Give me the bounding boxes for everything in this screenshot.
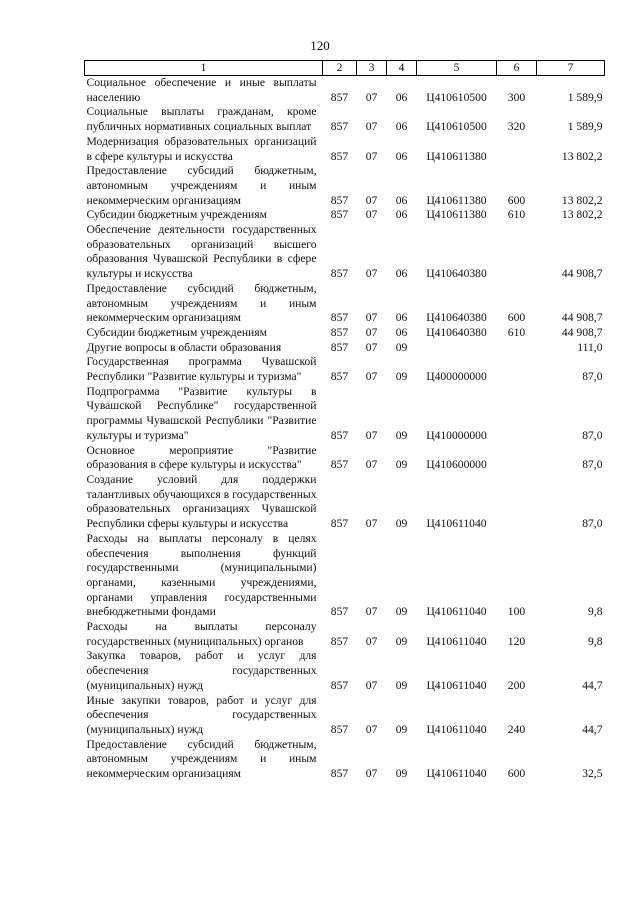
row-target-article: Ц410611040: [426, 605, 487, 619]
table-row: [85, 473, 605, 532]
row-name: Основное мероприятие "Развитие образования в сфере культуры и искусства": [86, 443, 317, 472]
row-subsection: 06: [395, 208, 408, 222]
row-amount: 44,7: [582, 678, 603, 692]
budget-table: [84, 60, 605, 782]
row-subsection: 09: [395, 678, 408, 692]
table-row: [85, 620, 605, 649]
row-expense-type: 240: [507, 722, 526, 736]
row-expense-type: [497, 223, 537, 282]
table-row: [85, 326, 605, 341]
row-expense-type: [497, 341, 537, 356]
table-row: [85, 208, 605, 223]
row-name: Социальные выплаты гражданам, кроме публичных нормативных социальных выплат: [86, 105, 317, 134]
row-subsection: 06: [395, 311, 408, 325]
row-amount: 87,0: [582, 517, 603, 531]
table-row: [85, 135, 605, 164]
row-expense-type: 120: [507, 634, 526, 648]
row-subsection: 06: [395, 149, 408, 163]
row-name: Предоставление субсидий бюджетным, автономным учреждениям и иным некоммерческим организациям: [86, 737, 317, 781]
row-amount: 13 802,2: [561, 149, 603, 163]
row-name: Расходы на выплаты персоналу в целях обеспечения выполнения функций государственными (муниципальными) органами, казенными учреждениями, органами управления государственными внебюджетными фондами: [86, 531, 317, 619]
row-ministry-code: 857: [330, 325, 349, 339]
row-name: Расходы на выплаты персоналу государственных (муниципальных) органов: [86, 620, 317, 648]
row-name: Социальное обеспечение и иные выплаты населению: [86, 76, 317, 104]
row-amount: 44 908,7: [561, 267, 603, 281]
header-col-6: 6: [497, 61, 537, 76]
row-name: Обеспечение деятельности государственных образовательных организаций высшего образования Чувашской Республики в сфере культуры и искусства: [86, 223, 317, 281]
row-subsection: 09: [395, 722, 408, 736]
row-section: 07: [365, 149, 378, 163]
row-name: Модернизация образовательных организаций в сфере культуры и искусства: [86, 134, 317, 163]
row-ministry-code: 857: [330, 458, 349, 472]
row-target-article: Ц410610500: [426, 90, 487, 104]
row-amount: 87,0: [582, 458, 603, 472]
row-expense-type: 610: [507, 325, 526, 339]
row-target-article: Ц410640380: [426, 311, 487, 325]
row-target-article: Ц410611040: [426, 722, 487, 736]
page-number: 120: [310, 38, 330, 53]
row-section: 07: [365, 208, 378, 222]
row-name: Другие вопросы в области образования: [86, 340, 282, 354]
row-expense-type: [497, 355, 537, 384]
row-ministry-code: 857: [330, 267, 349, 281]
row-target-article: Ц410640380: [426, 325, 487, 339]
row-subsection: 09: [395, 634, 408, 648]
row-ministry-code: 857: [330, 428, 349, 442]
row-section: 07: [365, 267, 378, 281]
row-ministry-code: 857: [330, 634, 349, 648]
row-ministry-code: 857: [330, 678, 349, 692]
row-subsection: 06: [395, 90, 408, 104]
table-row: [85, 649, 605, 693]
row-ministry-code: 857: [330, 120, 349, 134]
table-row: [85, 105, 605, 134]
row-amount: 9,8: [588, 605, 603, 619]
row-section: 07: [365, 370, 378, 384]
row-section: 07: [365, 325, 378, 339]
row-amount: 13 802,2: [561, 193, 603, 207]
row-expense-type: 300: [507, 90, 526, 104]
row-subsection: 06: [395, 267, 408, 281]
row-amount: 32,5: [582, 767, 603, 781]
row-ministry-code: 857: [330, 149, 349, 163]
header-col-2: 2: [323, 61, 357, 76]
table-row: [85, 76, 605, 106]
row-ministry-code: 857: [330, 208, 349, 222]
header-row: [85, 61, 605, 76]
row-section: 07: [365, 120, 378, 134]
row-target-article: Ц410000000: [426, 428, 487, 442]
row-ministry-code: 857: [330, 722, 349, 736]
table-row: [85, 738, 605, 782]
table-row: [85, 355, 605, 384]
row-expense-type: [497, 444, 537, 473]
row-amount: 87,0: [582, 370, 603, 384]
header-col-5: 5: [417, 61, 497, 76]
row-section: 07: [365, 458, 378, 472]
row-name: Иные закупки товаров, работ и услуг для обеспечения государственных (муниципальных) нужд: [86, 693, 317, 736]
row-ministry-code: 857: [330, 605, 349, 619]
row-subsection: 06: [395, 120, 408, 134]
row-amount: 44,7: [582, 722, 603, 736]
row-amount: 13 802,2: [561, 208, 603, 222]
row-expense-type: [497, 385, 537, 444]
row-section: 07: [365, 311, 378, 325]
table-row: [85, 444, 605, 473]
row-target-article: Ц410611040: [426, 517, 487, 531]
row-expense-type: 320: [507, 120, 526, 134]
header-col-7: 7: [537, 61, 605, 76]
row-expense-type: [497, 473, 537, 532]
row-subsection: 09: [395, 605, 408, 619]
row-ministry-code: 857: [330, 340, 349, 354]
row-ministry-code: 857: [330, 370, 349, 384]
row-amount: 9,8: [588, 634, 603, 648]
row-target-article: Ц410611040: [426, 767, 487, 781]
row-target-article: Ц410640380: [426, 267, 487, 281]
row-ministry-code: 857: [330, 517, 349, 531]
row-section: 07: [365, 340, 378, 354]
row-subsection: 09: [395, 458, 408, 472]
table-row: [85, 164, 605, 208]
table-row: [85, 532, 605, 620]
row-amount: 44 908,7: [561, 325, 603, 339]
row-target-article: Ц410611380: [426, 149, 487, 163]
row-ministry-code: 857: [330, 311, 349, 325]
row-name: Предоставление субсидий бюджетным, автономным учреждениям и иным некоммерческим организациям: [86, 164, 317, 207]
table-row: [85, 223, 605, 282]
row-amount: 1 589,9: [567, 120, 603, 134]
table-row: [85, 282, 605, 326]
row-amount: 111,0: [577, 340, 603, 354]
row-name: Государственная программа Чувашской Республики "Развитие культуры и туризма": [86, 355, 317, 384]
row-ministry-code: 857: [330, 90, 349, 104]
row-subsection: 06: [395, 325, 408, 339]
row-expense-type: 600: [507, 767, 526, 781]
row-subsection: 09: [395, 370, 408, 384]
row-expense-type: 610: [507, 208, 526, 222]
row-amount: 87,0: [582, 428, 603, 442]
row-name: Субсидии бюджетным учреждениям: [86, 208, 267, 222]
header-col-3: 3: [357, 61, 387, 76]
row-subsection: 09: [395, 767, 408, 781]
row-subsection: 09: [395, 517, 408, 531]
row-section: 07: [365, 634, 378, 648]
table-header: [85, 61, 605, 76]
row-subsection: 09: [395, 428, 408, 442]
row-target-article: Ц410611040: [426, 678, 487, 692]
row-name: Субсидии бюджетным учреждениям: [86, 325, 267, 339]
table-row: [85, 341, 605, 356]
row-expense-type: 200: [507, 678, 526, 692]
row-ministry-code: 857: [330, 767, 349, 781]
row-section: 07: [365, 767, 378, 781]
row-target-article: Ц410611380: [426, 208, 487, 222]
row-ministry-code: 857: [330, 193, 349, 207]
row-section: 07: [365, 428, 378, 442]
row-target-article: Ц400000000: [426, 370, 487, 384]
row-name: Закупка товаров, работ и услуг для обеспечения государственных (муниципальных) нужд: [86, 649, 317, 692]
row-subsection: 09: [395, 340, 408, 354]
header-col-4: 4: [387, 61, 417, 76]
table-row: [85, 385, 605, 444]
row-section: 07: [365, 605, 378, 619]
row-expense-type: [497, 135, 537, 164]
row-target-article: [417, 341, 497, 356]
row-target-article: Ц410600000: [426, 458, 487, 472]
row-expense-type: 100: [507, 605, 526, 619]
row-expense-type: 600: [507, 193, 526, 207]
row-amount: 1 589,9: [567, 90, 603, 104]
row-target-article: Ц410610500: [426, 120, 487, 134]
row-amount: 44 908,7: [561, 311, 603, 325]
row-name: Подпрограмма "Развитие культуры в Чувашской Республике" государственной программы Чувашской Республики "Развитие культуры и туризма": [86, 384, 317, 442]
header-col-1: 1: [85, 61, 323, 76]
row-section: 07: [365, 517, 378, 531]
row-section: 07: [365, 90, 378, 104]
row-target-article: Ц410611380: [426, 193, 487, 207]
row-section: 07: [365, 722, 378, 736]
row-section: 07: [365, 678, 378, 692]
table-body: [85, 76, 605, 782]
row-section: 07: [365, 193, 378, 207]
row-target-article: Ц410611040: [426, 634, 487, 648]
row-name: Создание условий для поддержки талантливых обучающихся в государственных образовательных организациях Чувашской Республики сферы культуры и искусства: [86, 472, 317, 531]
row-name: Предоставление субсидий бюджетным, автономным учреждениям и иным некоммерческим организациям: [86, 281, 317, 325]
row-subsection: 06: [395, 193, 408, 207]
row-expense-type: 600: [507, 311, 526, 325]
table-row: [85, 694, 605, 738]
